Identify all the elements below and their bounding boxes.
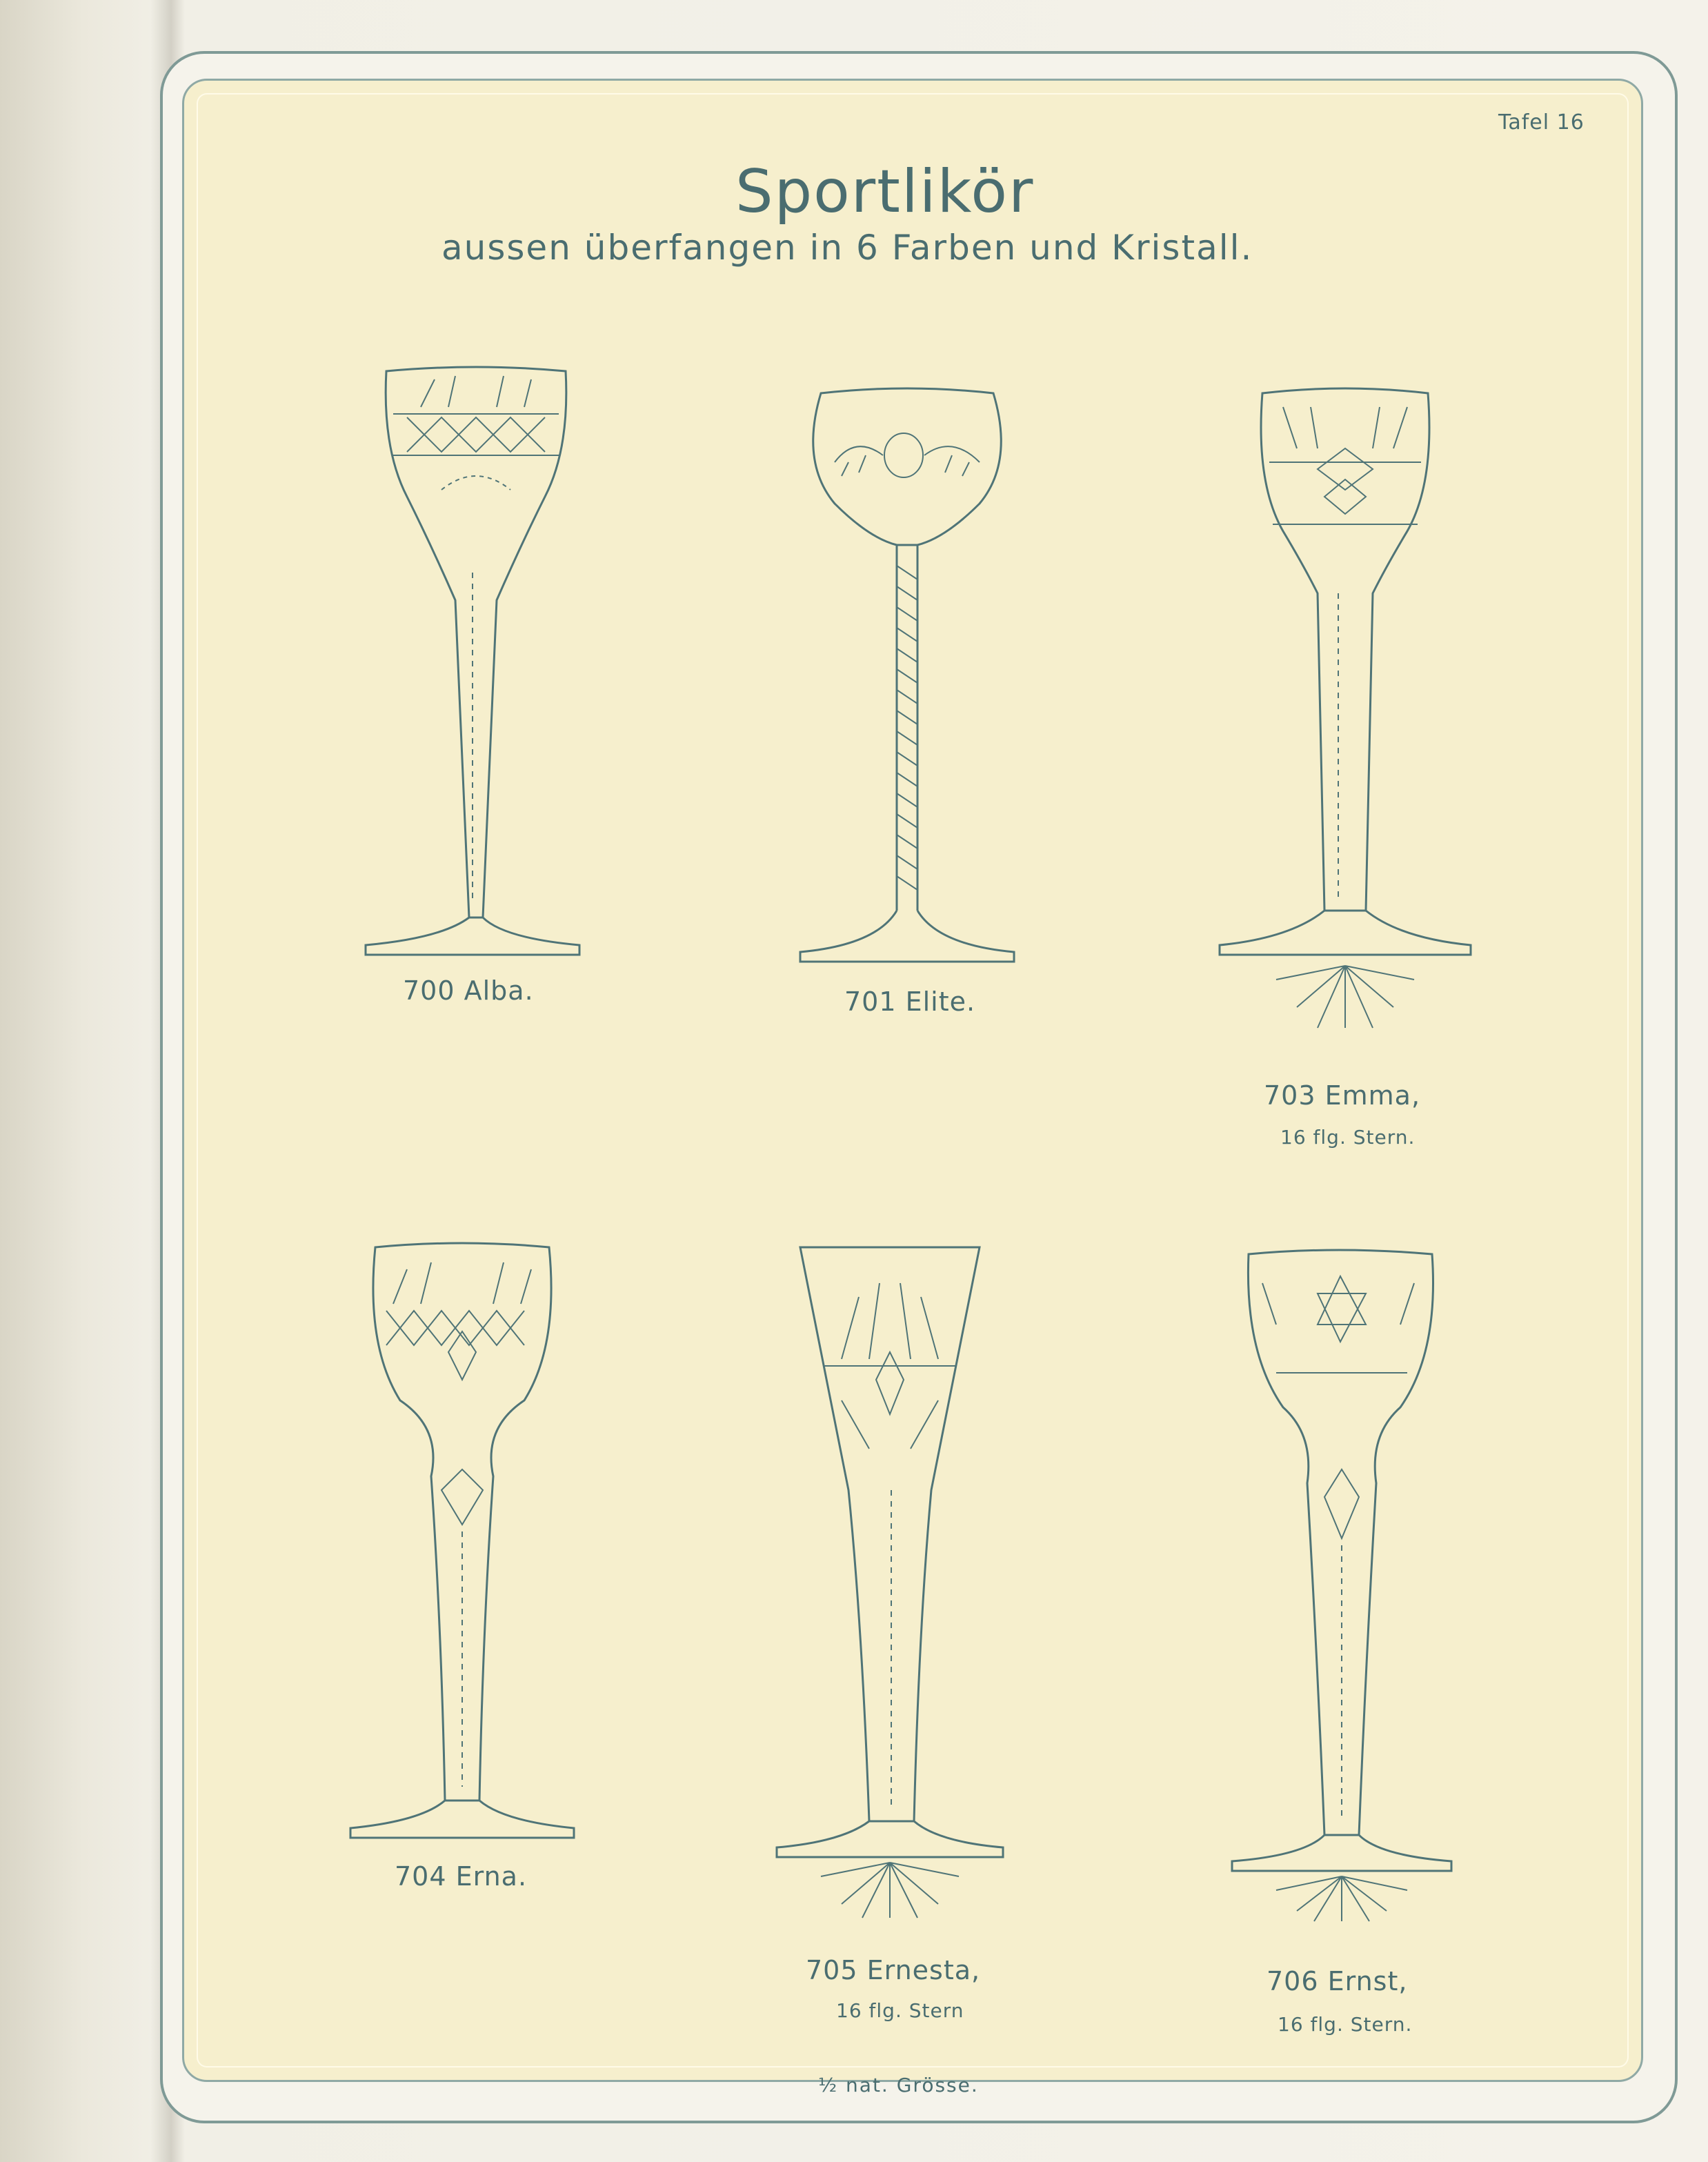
plate-number: Tafel 16 <box>1498 110 1585 135</box>
glass-note-703: 16 flg. Stern. <box>1280 1126 1416 1149</box>
glass-note-705: 16 flg. Stern <box>836 1999 964 2022</box>
glass-drawing-703 <box>1214 386 1476 1049</box>
plate-title: Sportlikör <box>735 157 1035 226</box>
glass-label-700: 700 Alba. <box>403 975 534 1006</box>
glass-drawing-704 <box>345 1242 579 1849</box>
glass-drawing-705 <box>773 1242 1007 1925</box>
glass-drawing-701 <box>793 386 1021 980</box>
glass-drawing-700 <box>359 366 593 966</box>
glass-label-701: 701 Elite. <box>844 986 976 1017</box>
glass-label-706: 706 Ernst, <box>1267 1966 1408 1996</box>
plate-subtitle: aussen überfangen in 6 Farben und Kristall. <box>441 228 1253 268</box>
glass-label-703: 703 Emma, <box>1264 1080 1421 1111</box>
glass-note-706: 16 flg. Stern. <box>1278 2013 1413 2036</box>
glass-label-705: 705 Ernesta, <box>806 1955 981 1985</box>
glass-drawing-706 <box>1228 1249 1456 1925</box>
scale-note: ½ nat. Grösse. <box>818 2074 979 2096</box>
glass-label-704: 704 Erna. <box>395 1861 528 1892</box>
